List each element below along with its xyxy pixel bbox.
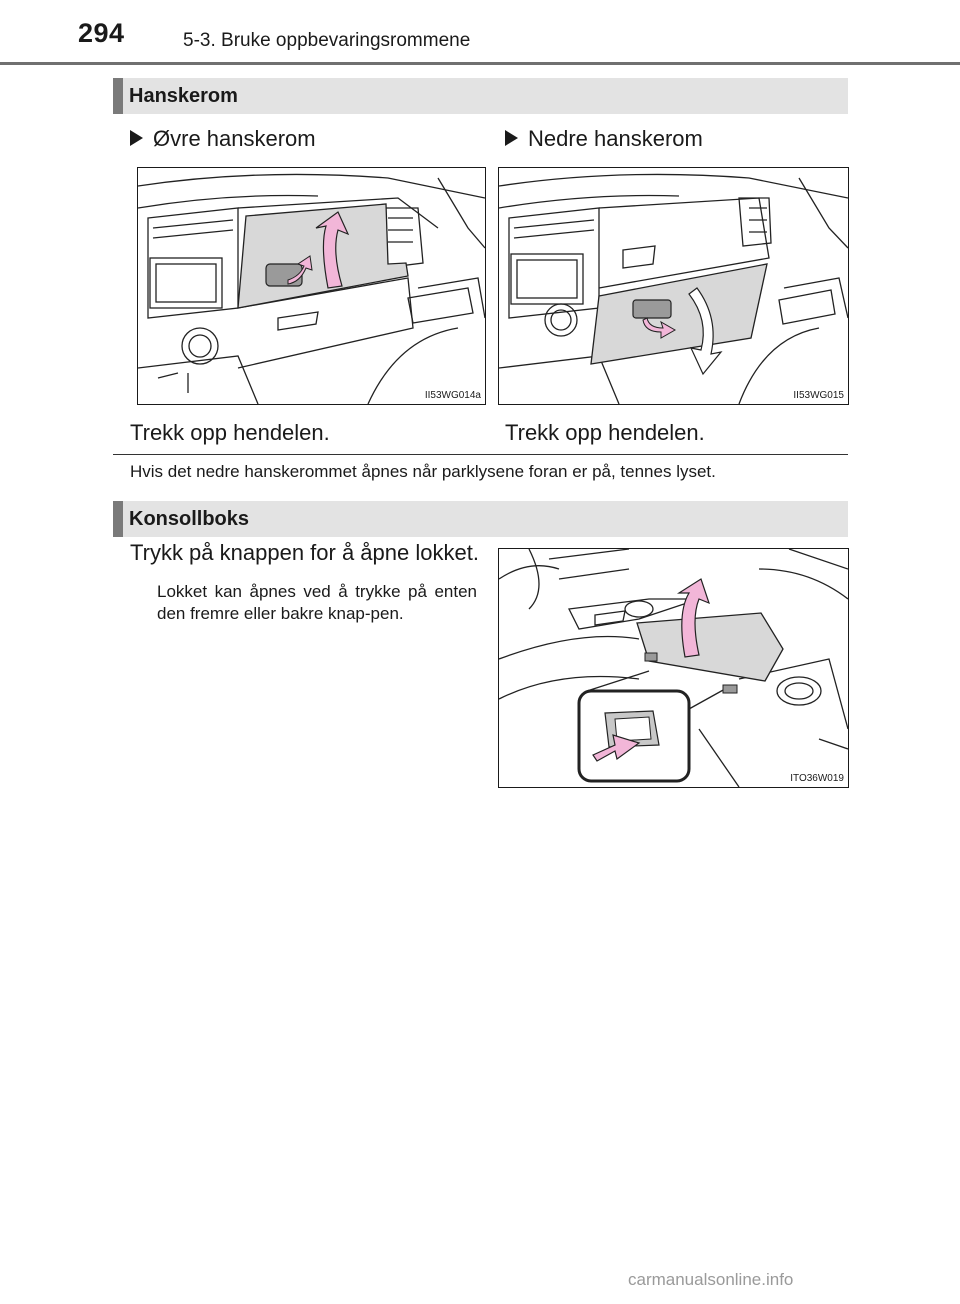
triangle-bullet-icon <box>505 130 518 146</box>
bullet-label: Øvre hanskerom <box>153 126 316 151</box>
section-header-console <box>113 501 848 537</box>
dashboard-illustration-upper <box>138 168 485 404</box>
section-header-glovebox <box>113 78 848 114</box>
console-illustration <box>499 549 848 787</box>
section-mark <box>113 78 123 114</box>
bullet-lower-glovebox <box>505 126 703 152</box>
bullet-upper-glovebox <box>130 126 316 152</box>
section-mark <box>113 501 123 537</box>
glovebox-note: Hvis det nedre hanskerommet åpnes når parklysene foran er på, tennes lyset. <box>130 462 716 481</box>
caption-lower: Trekk opp hendelen. <box>505 420 705 445</box>
header-rule <box>0 62 960 65</box>
figure-code: II53WG014a <box>424 390 481 401</box>
triangle-bullet-icon <box>130 130 143 146</box>
bullet-label: Nedre hanskerom <box>528 126 703 151</box>
figure-code: II53WG015 <box>793 390 844 401</box>
console-substep: Lokket kan åpnes ved å trykke på enten den fremre eller bakre knap-pen. <box>157 582 477 623</box>
section-title: Hanskerom <box>129 85 238 107</box>
watermark: carmanualsonline.info <box>628 1270 794 1289</box>
figure-lower-glovebox <box>498 167 849 405</box>
console-step: Trykk på knappen for å åpne lokket. <box>130 540 479 565</box>
page-number: 294 <box>78 18 125 48</box>
caption-upper: Trekk opp hendelen. <box>130 420 330 445</box>
chapter-title: 5-3. Bruke oppbevaringsrommene <box>183 30 471 51</box>
figure-code: ITO36W019 <box>790 773 844 784</box>
figure-console-box <box>498 548 849 788</box>
divider <box>113 454 848 455</box>
figure-upper-glovebox <box>137 167 486 405</box>
dashboard-illustration-lower <box>499 168 848 404</box>
section-title: Konsollboks <box>129 508 250 530</box>
